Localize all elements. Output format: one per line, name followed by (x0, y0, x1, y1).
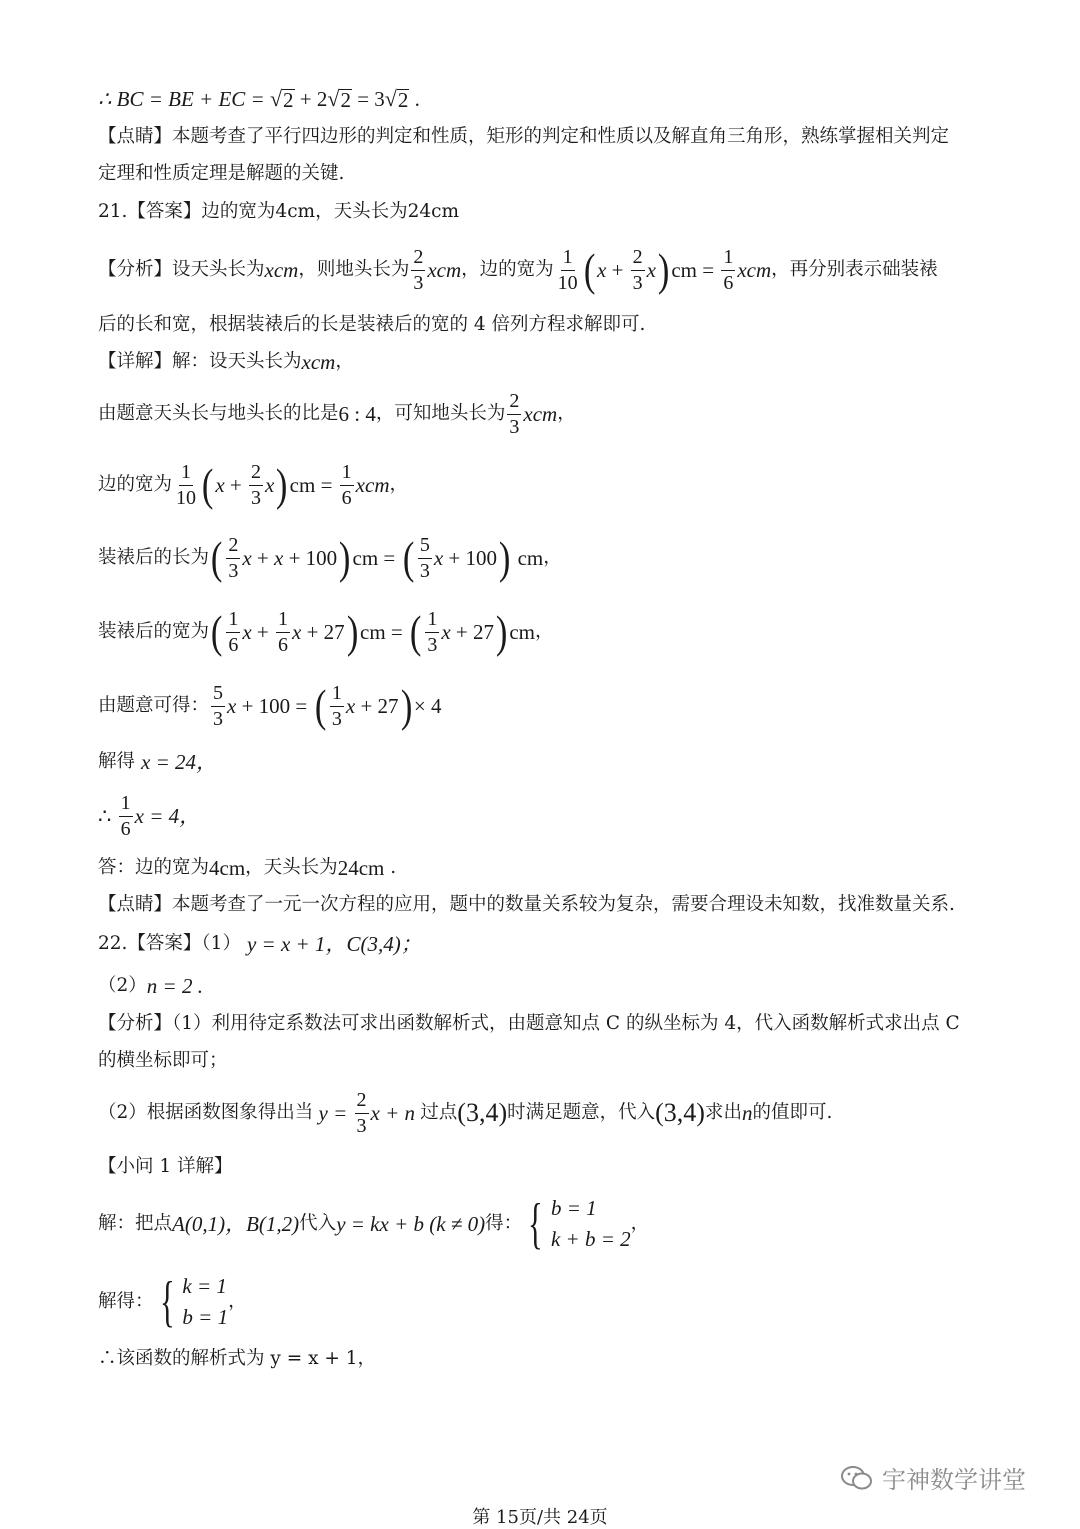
answer-22: 22.【答案】（1） y = x + 1， C(3,4)； (98, 932, 422, 956)
detail-21-equation: 由题意可得： 5 3 x + 100 = ( 1 3 x + 27 ) × 4 (98, 680, 442, 731)
fraction-2-3: 2 3 (413, 245, 424, 294)
comment-1-line1: 【点睛】本题考查了平行四边形的判定和性质，矩形的判定和性质以及解直角三角形，熟练掌握相关判定 (98, 126, 950, 147)
subquestion-1-solve: 解得： { k = 1 b = 1 ， (98, 1271, 247, 1333)
subquestion-1-heading: 【小问 1 详解】 (98, 1156, 233, 1177)
line-bc-result (98, 88, 420, 111)
analysis-21-line2: 后的长和宽，根据装裱后的长是装裱后的宽的 4 倍列方程求解即可. (98, 314, 646, 335)
watermark-text: 宇神数学讲堂 (882, 1466, 1026, 1494)
sqrt-expression: √ 2 + 2 √ 2 = 3 √ 2 . (269, 86, 420, 112)
equation-system-2: { k = 1 b = 1 (159, 1271, 229, 1333)
watermark (840, 1460, 1026, 1495)
answer-21-final: 答：边的宽为 4cm ，天头长为 24cm . (98, 856, 397, 880)
detail-21-edge-value: ∴ 1 6 x = 4， (98, 791, 201, 840)
fraction-1-10: 1 10 (557, 245, 578, 294)
analysis-22-line1: 【分析】（1）利用待定系数法可求出函数解析式，由题意知点 C 的纵坐标为 4，代入函数解析式求出点 C (98, 1013, 960, 1034)
subquestion-1-substitute: 解：把点 A(0,1)， B(1,2) 代入 y = kx + b (k ≠ 0) 得： { b = 1 k + b = 2 ， (98, 1193, 650, 1255)
equation-bc: ∴ BC = BE + EC = (98, 87, 265, 111)
detail-21-ratio: 由题意天头长与地头长的比是 6 : 4 ，可知地头长为 2 3 xcm ， (98, 389, 576, 438)
analysis-22-line3: （2）根据函数图象得出当 y = $\frac{2}{3}$ x + n 过点 (3,4) 时满足题意，代入 (3,4) 求出 n 的值即可. (98, 1088, 833, 1137)
answer-21: 21.【答案】边的宽为4cm，天头长为24cm (98, 201, 460, 222)
comment-1-line2: 定理和性质定理是解题的关键. (98, 163, 345, 184)
subquestion-1-result: ∴该函数的解析式为 y = x + 1， (98, 1348, 377, 1369)
page-footer: 第 15页/共 24页 (472, 1507, 608, 1528)
fraction-1-6: $\frac{1}{6}$ (723, 245, 734, 294)
detail-21-width: 装裱后的宽为 ( 1 6 x + $\frac{1}{6}$ x + 27 ) cm = ( 1 3 x + 27 ) cm ， (98, 606, 554, 657)
detail-21-length: 装裱后的长为 ( 2 3 x + x + 100 ) cm = ( 5 3 x + 100 ) cm ， (98, 532, 562, 583)
analysis-22-line2: 的横坐标即可； (98, 1050, 228, 1071)
answer-22-2: （2） n = 2 . (98, 974, 203, 998)
detail-21-intro: 【详解】解：设天头长为 xcm ， (98, 350, 354, 374)
detail-21-solve: 解得 x = 24， (98, 750, 218, 774)
equation-system-1: { b = 1 k + b = 2 (528, 1193, 631, 1255)
detail-21-edge: 边的宽为 1 10 ( x + $\frac{2}{3}$ x ) cm = $\frac{1}{6}$ xcm ， (98, 459, 408, 510)
analysis-21-line1: 【分析】设天头长为 xcm ，则地头长为 2 3 xcm ，边的宽为 1 10 ( x + $\frac{2}{3}$ x ) cm = $\frac{1}{6}$ xcm ，再分别表示础装裱 (98, 244, 938, 295)
wechat-icon (840, 1464, 874, 1492)
comment-21: 【点睛】本题考查了一元一次方程的应用，题中的数量关系较为复杂，需要合理设未知数，找准数量关系. (98, 894, 955, 915)
